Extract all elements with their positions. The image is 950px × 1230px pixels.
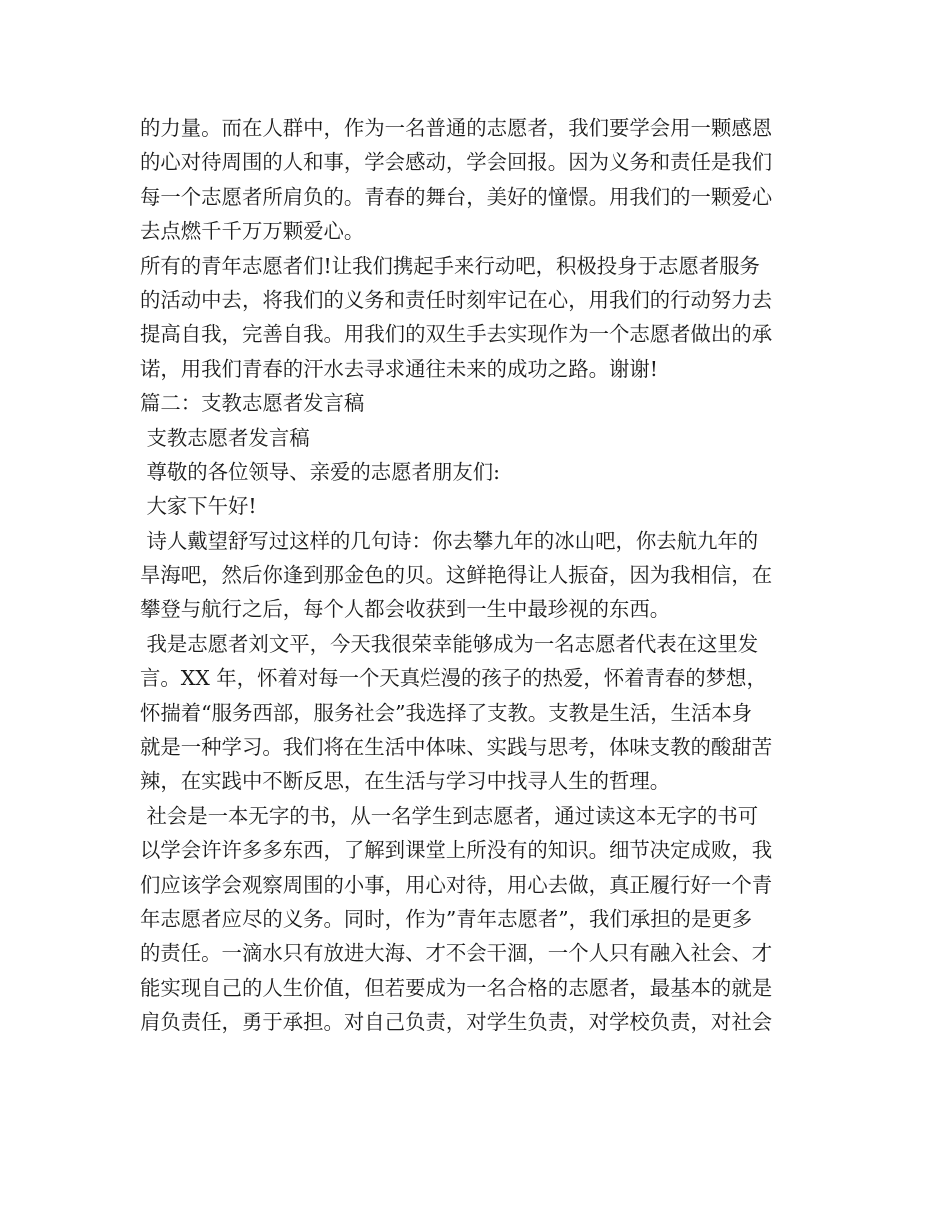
speech-title: 支教志愿者发言稿: [140, 425, 310, 450]
section-heading: 篇二：支教志愿者发言稿: [140, 391, 365, 416]
text-line: 肩负责任，勇于承担。对自己负责，对学生负责，对学校负责，对社会: [140, 1010, 773, 1035]
text-line: 的责任。一滴水只有放进大海、才不会干涸，一个人只有融入社会、才: [140, 941, 773, 966]
text-line: 以学会许许多多东西，了解到课堂上所没有的知识。细节决定成败，我: [140, 838, 773, 863]
text-line: 所有的青年志愿者们!让我们携起手来行动吧，积极投身于志愿者服务: [140, 253, 760, 278]
text-line: 提高自我，完善自我。用我们的双生手去实现作为一个志愿者做出的承: [140, 322, 773, 347]
text-line: 社会是一本无字的书，从一名学生到志愿者，通过读这本无字的书可: [140, 803, 759, 828]
text-line: 攀登与航行之后，每个人都会收获到一生中最珍视的东西。: [140, 597, 671, 622]
text-line: 能实现自己的人生价值，但若要成为一名合格的志愿者，最基本的就是: [140, 975, 773, 1000]
text-line: 言。XX 年，怀着对每一个天真烂漫的孩子的热爱，怀着青春的梦想，: [140, 666, 767, 691]
document-body: [140, 111, 820, 1040]
text-line: 怀揣着“服务西部，服务社会”我选择了支教。支教是生活，生活本身: [140, 700, 753, 725]
text-line: 辣，在实践中不断反思，在生活与学习中找寻人生的哲理。: [140, 769, 671, 794]
text-line: 我是志愿者刘文平，今天我很荣幸能够成为一名志愿者代表在这里发: [140, 631, 759, 656]
salutation: 尊敬的各位领导、亲爱的志愿者朋友们:: [140, 459, 500, 484]
text-line: 诗人戴望舒写过这样的几句诗：你去攀九年的冰山吧，你去航九年的: [140, 528, 759, 553]
text-line: 去点燃千千万万颗爱心。: [140, 219, 365, 244]
text-line: 的心对待周围的人和事，学会感动，学会回报。因为义务和责任是我们: [140, 150, 773, 175]
greeting: 大家下午好!: [140, 494, 257, 519]
text-line: 诺，用我们青春的汗水去寻求通往未来的成功之路。谢谢!: [140, 356, 658, 381]
text-line: 就是一种学习。我们将在生活中体味、实践与思考，体味支教的酸甜苦: [140, 735, 773, 760]
text-line: 的活动中去，将我们的义务和责任时刻牢记在心，用我们的行动努力去: [140, 287, 773, 312]
text-line: 的力量。而在人群中，作为一名普通的志愿者，我们要学会用一颗感恩: [140, 116, 773, 140]
text-line: 旱海吧，然后你逢到那金色的贝。这鲜艳得让人振奋，因为我相信，在: [140, 563, 773, 588]
text-line: 年志愿者应尽的义务。同时，作为”青年志愿者”，我们承担的是更多: [140, 906, 753, 931]
text-line: 每一个志愿者所肩负的。青春的舞台，美好的憧憬。用我们的一颗爱心: [140, 184, 773, 209]
text-line: 们应该学会观察周围的小事，用心对待，用心去做，真正履行好一个青: [140, 872, 773, 897]
